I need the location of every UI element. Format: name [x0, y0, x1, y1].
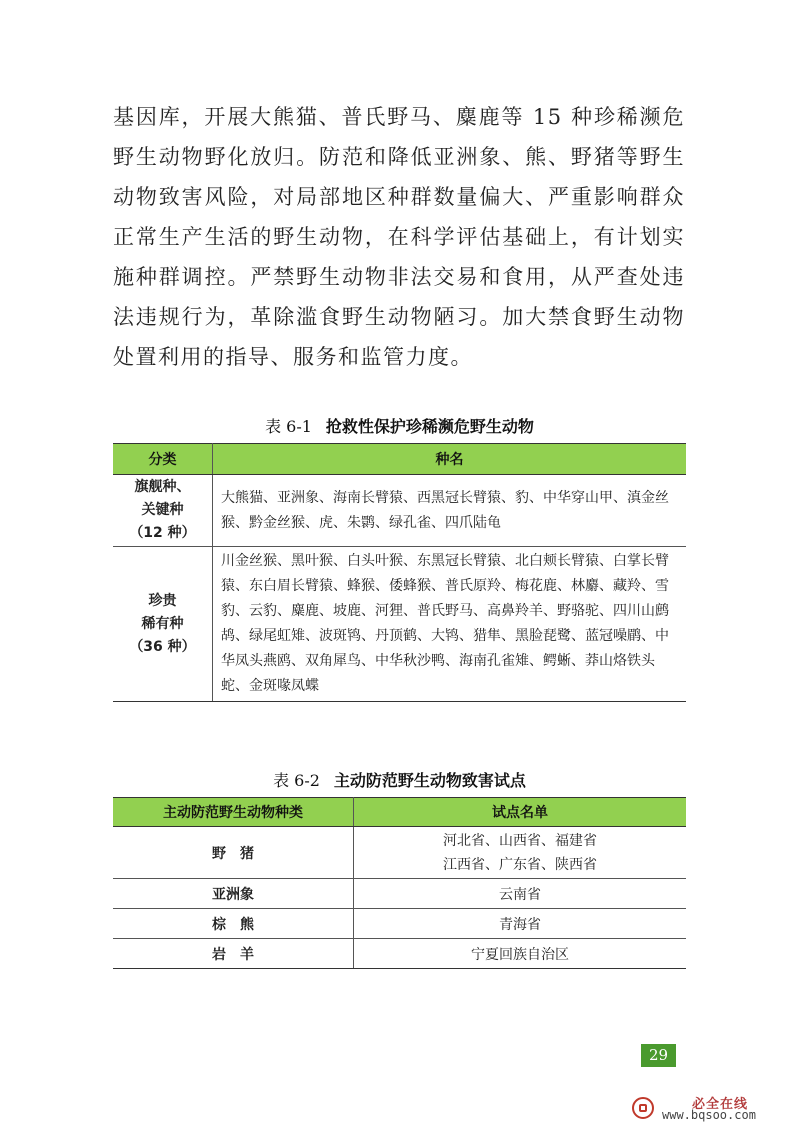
header-category: 分类 [113, 444, 213, 475]
table-row [113, 547, 686, 702]
species-cell: 川金丝猴、黑叶猴、白头叶猴、东黑冠长臂猿、北白颊长臂猿、白掌长臂猿、东白眉长臂猿、蜂猴、倭蜂猴、普氏原羚、梅花鹿、林麝、藏羚、雪豹、云豹、麋鹿、坡鹿、河狸、普氏野马、高鼻羚羊、野骆驼、四川山鹧鸪、绿尾虹雉、波斑鸨、丹顶鹤、大鸨、猎隼、黑脸琵鹭、蓝冠噪鹛、中华凤头燕鸥、双角犀鸟、中华秋沙鸭、海南孔雀雉、鳄蜥、莽山烙铁头蛇、金斑喙凤蝶 [213, 547, 687, 702]
table-row [113, 939, 686, 969]
page-number: 29 [641, 1044, 676, 1067]
table-header-row [113, 798, 686, 827]
body-paragraph: 基因库，开展大熊猫、普氏野马、麋鹿等 15 种珍稀濒危野生动物野化放归。防范和降低亚洲象、熊、野猪等野生动物致害风险，对局部地区种群数量偏大、严重影响群众正常生产生活的野生动物，在科学评估基础上，有计划实施种群调控。严禁野生动物非法交易和食用，从严查处违法违规行为，革除滥食野生动物陋习。加大禁食野生动物处置利用的指导、服务和监管力度。 [113, 105, 685, 369]
table-6-1 [113, 443, 686, 702]
table-row [113, 475, 686, 547]
pilot-line: 河北省、山西省、福建省 [443, 832, 597, 849]
watermark-logo-icon [632, 1097, 654, 1119]
species-cell: 大熊猫、亚洲象、海南长臂猿、西黑冠长臂猿、豹、中华穿山甲、滇金丝猴、黔金丝猴、虎、朱鹮、绿孔雀、四爪陆龟 [213, 475, 687, 547]
header-species: 种名 [213, 444, 687, 475]
table-row [113, 909, 686, 939]
pilot-cell: 青海省 [354, 909, 687, 939]
category-cell [113, 547, 213, 702]
table-6-2 [113, 797, 686, 969]
pilot-cell: 云南省 [354, 879, 687, 909]
animal-cell: 棕 熊 [113, 909, 354, 939]
category-line: 旗舰种、 [134, 479, 191, 495]
header-pilots: 试点名单 [354, 798, 687, 827]
watermark-url: www.bqsoo.com [662, 1108, 756, 1122]
table-row [113, 879, 686, 909]
category-line: 关键种 [141, 502, 184, 518]
pilot-line: 江西省、广东省、陕西省 [443, 856, 597, 873]
table-6-2-caption [113, 768, 686, 791]
header-animal: 主动防范野生动物种类 [113, 798, 354, 827]
table-6-1-number: 表 6-1 [265, 417, 312, 436]
animal-cell: 亚洲象 [113, 879, 354, 909]
pilot-cell [354, 827, 687, 879]
pilot-cell: 宁夏回族自治区 [354, 939, 687, 969]
table-6-2-title: 主动防范野生动物致害试点 [333, 771, 526, 790]
watermark-name: 必全在线 [692, 1097, 749, 1112]
category-line: 珍贵 [148, 592, 177, 609]
animal-cell: 野 猪 [113, 827, 354, 879]
table-6-1-caption [113, 414, 686, 437]
table-6-2-number: 表 6-2 [273, 771, 320, 790]
category-line: 稀有种 [141, 615, 184, 632]
watermark [632, 1093, 782, 1123]
table-row [113, 827, 686, 879]
table-header-row [113, 444, 686, 475]
category-line: （12 种） [129, 525, 196, 541]
category-cell [113, 475, 213, 547]
animal-cell: 岩 羊 [113, 939, 354, 969]
table-6-1-title: 抢救性保护珍稀濒危野生动物 [325, 417, 534, 436]
category-line: （36 种） [129, 638, 196, 655]
